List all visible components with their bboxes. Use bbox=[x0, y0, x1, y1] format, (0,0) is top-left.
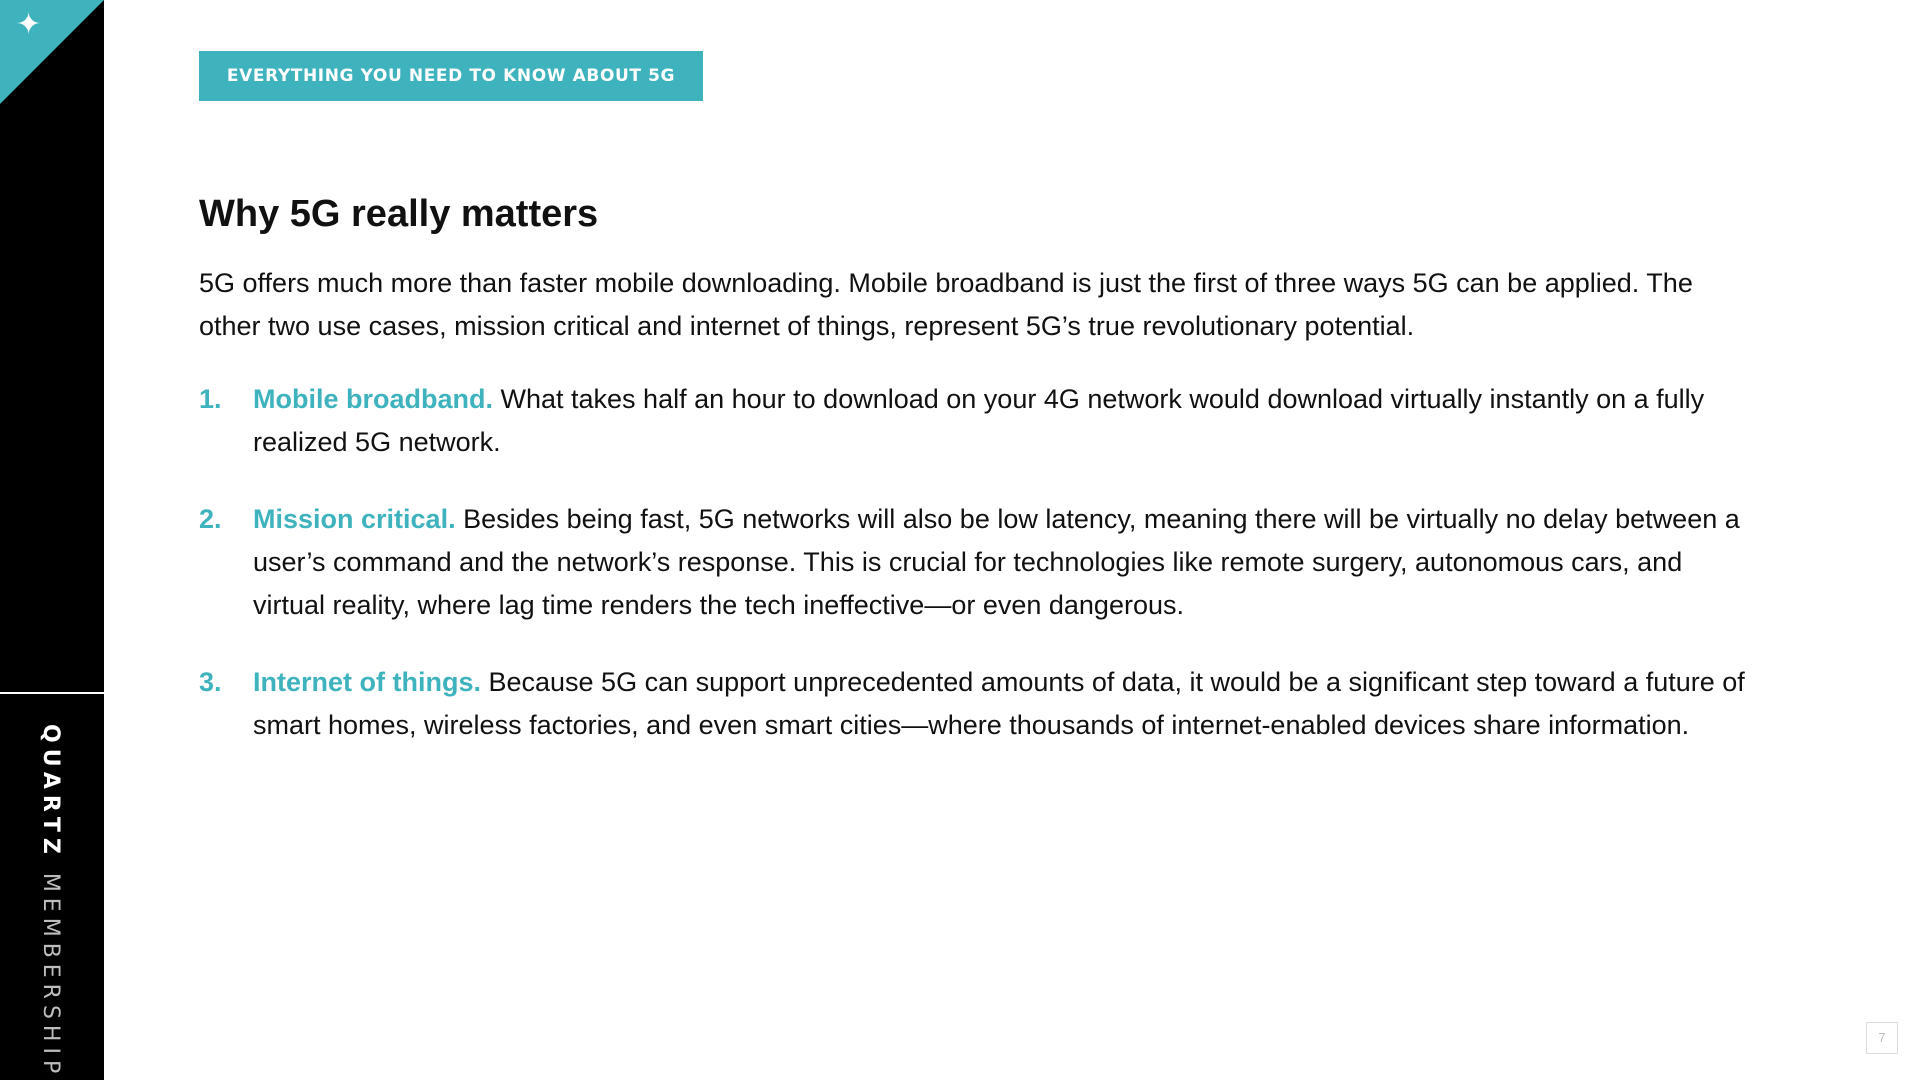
brand-label bbox=[38, 724, 63, 1079]
main-content bbox=[199, 186, 1759, 781]
list-lead: Internet of things. bbox=[253, 667, 481, 697]
list-item bbox=[199, 661, 1753, 747]
brand-strong: QUARTZ bbox=[38, 724, 63, 860]
intro-paragraph: 5G offers much more than faster mobile downloading. Mobile broadband is just the first of three ways 5G can be applied. The other two use cases, mission critical and internet of things, represent 5G’s true revolutionary potential. bbox=[199, 268, 1693, 341]
list-text: What takes half an hour to download on your 4G network would download virtually instantly on a fully realized 5G network. bbox=[253, 384, 1705, 457]
sidebar-divider bbox=[0, 692, 104, 694]
list-number: 1. bbox=[199, 384, 222, 414]
list-text: Besides being fast, 5G networks will also be low latency, meaning there will be virtually no delay between a user’s command and the network’s response. This is crucial for technologies like remote surgery, autonomous cars, and virtual reality, where lag time renders the tech ineffective—or even dangerous. bbox=[253, 504, 1740, 620]
sidebar bbox=[0, 0, 104, 1080]
list-lead: Mobile broadband. bbox=[253, 384, 493, 414]
list-item bbox=[199, 378, 1753, 464]
star-icon: ✦ bbox=[16, 7, 42, 42]
page-title: Why 5G really matters bbox=[199, 193, 599, 235]
list-text: Because 5G can support unprecedented amounts of data, it would be a significant step toward a future of smart homes, wireless factories, and even smart cities—where thousands of internet-enabled devices share information. bbox=[253, 667, 1745, 740]
section-tag: EVERYTHING YOU NEED TO KNOW ABOUT 5G bbox=[199, 51, 703, 101]
list-item bbox=[199, 498, 1753, 627]
list-lead: Mission critical. bbox=[253, 504, 456, 534]
page-number: 7 bbox=[1866, 1022, 1898, 1054]
use-case-list bbox=[199, 378, 1759, 747]
brand-light: MEMBERSHIP bbox=[38, 872, 63, 1080]
list-number: 2. bbox=[199, 504, 222, 534]
list-number: 3. bbox=[199, 667, 222, 697]
